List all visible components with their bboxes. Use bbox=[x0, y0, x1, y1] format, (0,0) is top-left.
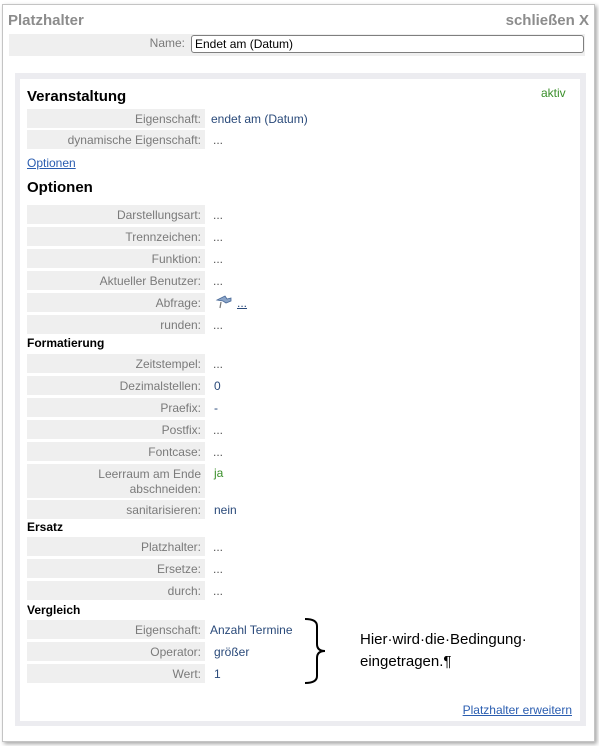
label-platzhalter: Platzhalter: bbox=[27, 537, 205, 556]
section-header-vergleich: Vergleich bbox=[27, 603, 81, 617]
value-trennzeichen[interactable]: ... bbox=[213, 230, 224, 244]
extend-placeholder-link[interactable]: Platzhalter erweitern bbox=[462, 703, 572, 717]
value-runden[interactable]: ... bbox=[213, 318, 224, 332]
label-dynamische-eigenschaft: dynamische Eigenschaft: bbox=[27, 130, 205, 149]
label-sanitarisieren: sanitarisieren: bbox=[27, 500, 205, 519]
curly-brace-icon bbox=[303, 618, 329, 684]
label-funktion: Funktion: bbox=[27, 249, 205, 268]
value-sanitarisieren[interactable]: nein bbox=[214, 503, 237, 517]
value-zeitstempel[interactable]: ... bbox=[213, 357, 224, 371]
section-header-veranstaltung: Veranstaltung bbox=[27, 88, 127, 105]
value-postfix[interactable]: ... bbox=[213, 423, 224, 437]
dialog-title: Platzhalter bbox=[8, 12, 84, 29]
value-dynamische-eigenschaft[interactable]: ... bbox=[213, 133, 224, 147]
value-operator[interactable]: größer bbox=[214, 645, 250, 659]
pin-icon[interactable] bbox=[215, 294, 233, 309]
label-postfix: Postfix: bbox=[27, 420, 205, 439]
section-header-ersatz: Ersatz bbox=[27, 520, 64, 534]
value-leerraum[interactable]: ja bbox=[214, 466, 224, 480]
value-praefix[interactable]: - bbox=[214, 401, 218, 415]
value-aktueller-benutzer[interactable]: ... bbox=[213, 274, 224, 288]
value-ersetze[interactable]: ... bbox=[213, 562, 224, 576]
label-praefix: Praefix: bbox=[27, 398, 205, 417]
label-dezimalstellen: Dezimalstellen: bbox=[27, 376, 205, 395]
close-button[interactable]: schließen X bbox=[505, 12, 589, 29]
options-link[interactable]: Optionen bbox=[27, 156, 76, 170]
value-durch[interactable]: ... bbox=[213, 584, 224, 598]
value-wert[interactable]: 1 bbox=[214, 667, 221, 681]
value-fontcase[interactable]: ... bbox=[213, 445, 224, 459]
label-zeitstempel: Zeitstempel: bbox=[27, 354, 205, 373]
label-aktueller-benutzer: Aktueller Benutzer: bbox=[27, 271, 205, 290]
label-fontcase: Fontcase: bbox=[27, 442, 205, 461]
label-leerraum: Leerraum am Ende abschneiden: bbox=[27, 464, 205, 498]
name-bar bbox=[9, 34, 585, 56]
label-durch: durch: bbox=[27, 581, 205, 600]
value-abfrage-link[interactable]: ... bbox=[237, 296, 248, 310]
annotation-note bbox=[360, 629, 580, 673]
label-abfrage: Abfrage: bbox=[27, 293, 205, 312]
value-vergleich-eigenschaft[interactable]: Anzahl Termine bbox=[210, 623, 293, 637]
status-badge: aktiv bbox=[541, 86, 566, 100]
value-funktion[interactable]: ... bbox=[213, 252, 224, 266]
label-operator: Operator: bbox=[27, 642, 205, 661]
section-header-formatierung: Formatierung bbox=[27, 336, 105, 350]
section-header-optionen: Optionen bbox=[27, 179, 93, 196]
annotation-line-1: Hier·wird·die·Bedingung· bbox=[360, 631, 527, 648]
name-label: Name: bbox=[149, 36, 185, 50]
value-platzhalter[interactable]: ... bbox=[213, 540, 224, 554]
label-wert: Wert: bbox=[27, 664, 205, 683]
label-darstellungsart: Darstellungsart: bbox=[27, 205, 205, 224]
value-darstellungsart[interactable]: ... bbox=[213, 208, 224, 222]
label-runden: runden: bbox=[27, 315, 205, 334]
value-dezimalstellen[interactable]: 0 bbox=[214, 379, 221, 393]
label-eigenschaft: Eigenschaft: bbox=[27, 109, 205, 128]
label-ersetze: Ersetze: bbox=[27, 559, 205, 578]
label-vergleich-eigenschaft: Eigenschaft: bbox=[27, 620, 205, 639]
annotation-line-2: eingetragen.¶ bbox=[360, 653, 452, 670]
name-input[interactable] bbox=[191, 35, 584, 53]
value-eigenschaft[interactable]: endet am (Datum) bbox=[211, 112, 308, 126]
label-trennzeichen: Trennzeichen: bbox=[27, 227, 205, 246]
